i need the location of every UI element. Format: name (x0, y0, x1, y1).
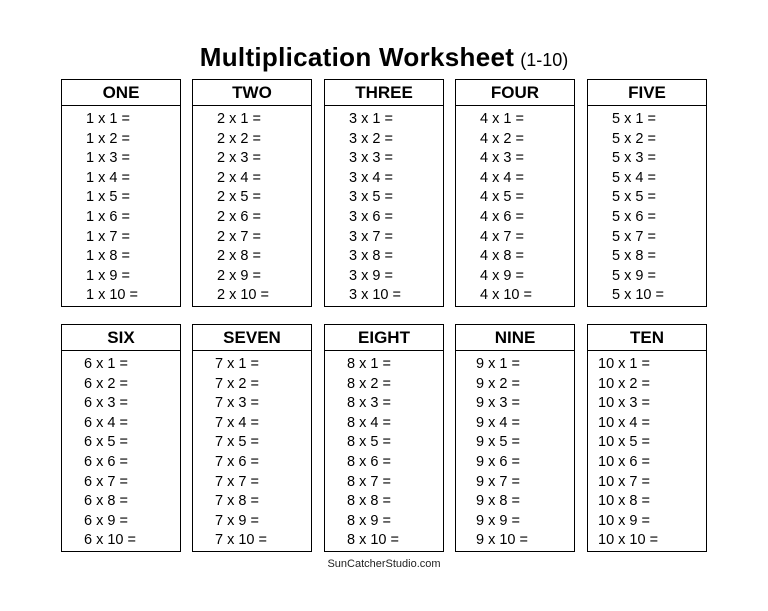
table-heading: TWO (193, 80, 311, 106)
table-heading: NINE (456, 325, 574, 351)
problem-row: 7 x 9 = (215, 512, 259, 529)
problem-row: 7 x 7 = (215, 473, 259, 490)
table-heading: SIX (62, 325, 180, 351)
problem-row: 8 x 3 = (347, 395, 391, 412)
problem-row: 5 x 10 = (612, 287, 664, 304)
problem-row: 6 x 3 = (84, 395, 128, 412)
problem-row: 3 x 5 = (349, 189, 393, 206)
table-box-two (192, 79, 312, 307)
problem-row: 8 x 1 = (347, 356, 391, 372)
table-box-eight (324, 324, 444, 552)
problem-row: 9 x 9 = (476, 512, 520, 529)
problem-list (456, 351, 574, 551)
problem-row: 8 x 9 = (347, 512, 391, 529)
problem-row: 6 x 8 = (84, 493, 128, 510)
problem-list (456, 106, 574, 306)
problem-list (193, 106, 311, 306)
problem-row: 6 x 4 = (84, 414, 128, 431)
problem-row: 6 x 5 = (84, 434, 128, 451)
problem-row: 9 x 3 = (476, 395, 520, 412)
problem-row: 4 x 10 = (480, 287, 532, 304)
problem-row: 7 x 3 = (215, 395, 259, 412)
table-heading: TEN (588, 325, 706, 351)
problem-row: 3 x 7 = (349, 228, 393, 245)
problem-row: 2 x 1 = (217, 111, 261, 127)
table-box-four (455, 79, 575, 307)
problem-row: 6 x 1 = (84, 356, 128, 372)
problem-row: 4 x 8 = (480, 248, 524, 265)
page-title: Multiplication Worksheet (199, 42, 515, 72)
table-box-six (61, 324, 181, 552)
problem-row: 10 x 3 = (598, 395, 650, 412)
table-box-nine (455, 324, 575, 552)
problem-list (62, 106, 180, 306)
problem-row: 1 x 7 = (86, 228, 130, 245)
problem-row: 8 x 2 = (347, 375, 391, 392)
table-box-one (61, 79, 181, 307)
problem-row: 5 x 5 = (612, 189, 656, 206)
problem-row: 10 x 5 = (598, 434, 650, 451)
problem-list (588, 351, 706, 551)
problem-row: 4 x 1 = (480, 111, 524, 127)
problem-row: 3 x 6 = (349, 208, 393, 225)
problem-row: 7 x 5 = (215, 434, 259, 451)
problem-row: 3 x 4 = (349, 169, 393, 186)
problem-row: 7 x 2 = (215, 375, 259, 392)
worksheet-title (0, 42, 768, 73)
problem-row: 3 x 8 = (349, 248, 393, 265)
problem-row: 1 x 4 = (86, 169, 130, 186)
problem-row: 5 x 4 = (612, 169, 656, 186)
problem-row: 3 x 1 = (349, 111, 393, 127)
problem-row: 6 x 9 = (84, 512, 128, 529)
table-heading: THREE (325, 80, 443, 106)
problem-row: 8 x 6 = (347, 453, 391, 470)
problem-row: 4 x 7 = (480, 228, 524, 245)
problem-row: 9 x 4 = (476, 414, 520, 431)
problem-row: 2 x 3 = (217, 150, 261, 167)
problem-row: 8 x 8 = (347, 493, 391, 510)
problem-row: 8 x 10 = (347, 532, 399, 549)
problem-row: 3 x 9 = (349, 267, 393, 284)
problem-row: 10 x 2 = (598, 375, 650, 392)
table-heading: EIGHT (325, 325, 443, 351)
table-box-three (324, 79, 444, 307)
problem-row: 6 x 2 = (84, 375, 128, 392)
table-heading: ONE (62, 80, 180, 106)
problem-row: 5 x 2 = (612, 130, 656, 147)
problem-row: 10 x 9 = (598, 512, 650, 529)
problem-row: 6 x 7 = (84, 473, 128, 490)
problem-row: 9 x 6 = (476, 453, 520, 470)
problem-row: 2 x 6 = (217, 208, 261, 225)
problem-row: 1 x 9 = (86, 267, 130, 284)
problem-row: 7 x 6 = (215, 453, 259, 470)
problem-row: 10 x 4 = (598, 414, 650, 431)
problem-row: 7 x 10 = (215, 532, 267, 549)
table-heading: FIVE (588, 80, 706, 106)
problem-list (62, 351, 180, 551)
problem-row: 1 x 3 = (86, 150, 130, 167)
problem-row: 10 x 8 = (598, 493, 650, 510)
problem-row: 5 x 3 = (612, 150, 656, 167)
problem-list (193, 351, 311, 551)
problem-row: 5 x 1 = (612, 111, 656, 127)
problem-row: 4 x 9 = (480, 267, 524, 284)
problem-row: 2 x 7 = (217, 228, 261, 245)
problem-row: 6 x 10 = (84, 532, 136, 549)
problem-row: 3 x 3 = (349, 150, 393, 167)
problem-row: 8 x 4 = (347, 414, 391, 431)
table-box-five (587, 79, 707, 307)
problem-row: 2 x 2 = (217, 130, 261, 147)
problem-row: 7 x 8 = (215, 493, 259, 510)
problem-row: 8 x 5 = (347, 434, 391, 451)
problem-row: 6 x 6 = (84, 453, 128, 470)
problem-row: 5 x 6 = (612, 208, 656, 225)
table-box-seven (192, 324, 312, 552)
problem-row: 2 x 10 = (217, 287, 269, 304)
problem-row: 8 x 7 = (347, 473, 391, 490)
problem-row: 7 x 1 = (215, 356, 259, 372)
problem-row: 2 x 5 = (217, 189, 261, 206)
problem-row: 1 x 2 = (86, 130, 130, 147)
problem-row: 10 x 10 = (598, 532, 659, 549)
problem-row: 10 x 1 = (598, 356, 650, 372)
problem-row: 4 x 3 = (480, 150, 524, 167)
problem-row: 1 x 8 = (86, 248, 130, 265)
problem-row: 9 x 2 = (476, 375, 520, 392)
problem-row: 2 x 4 = (217, 169, 261, 186)
problem-row: 1 x 10 = (86, 287, 138, 304)
problem-list (325, 351, 443, 551)
problem-row: 3 x 10 = (349, 287, 401, 304)
problem-row: 5 x 9 = (612, 267, 656, 284)
problem-row: 3 x 2 = (349, 130, 393, 147)
footer-credit: SunCatcherStudio.com (327, 558, 441, 570)
table-box-ten (587, 324, 707, 552)
problem-row: 4 x 4 = (480, 169, 524, 186)
problem-row: 7 x 4 = (215, 414, 259, 431)
problem-row: 9 x 1 = (476, 356, 520, 372)
table-heading: SEVEN (193, 325, 311, 351)
problem-row: 4 x 6 = (480, 208, 524, 225)
problem-row: 1 x 6 = (86, 208, 130, 225)
problem-row: 4 x 2 = (480, 130, 524, 147)
problem-row: 1 x 5 = (86, 189, 130, 206)
problem-row: 1 x 1 = (86, 111, 130, 127)
problem-list (588, 106, 706, 306)
problem-row: 4 x 5 = (480, 189, 524, 206)
problem-list (325, 106, 443, 306)
table-heading: FOUR (456, 80, 574, 106)
problem-row: 5 x 7 = (612, 228, 656, 245)
problem-row: 10 x 6 = (598, 453, 650, 470)
problem-row: 9 x 5 = (476, 434, 520, 451)
problem-row: 9 x 10 = (476, 532, 528, 549)
problem-row: 9 x 7 = (476, 473, 520, 490)
problem-row: 5 x 8 = (612, 248, 656, 265)
problem-row: 9 x 8 = (476, 493, 520, 510)
problem-row: 2 x 8 = (217, 248, 261, 265)
problem-row: 10 x 7 = (598, 473, 650, 490)
page-subtitle: (1-10) (520, 50, 569, 70)
problem-row: 2 x 9 = (217, 267, 261, 284)
